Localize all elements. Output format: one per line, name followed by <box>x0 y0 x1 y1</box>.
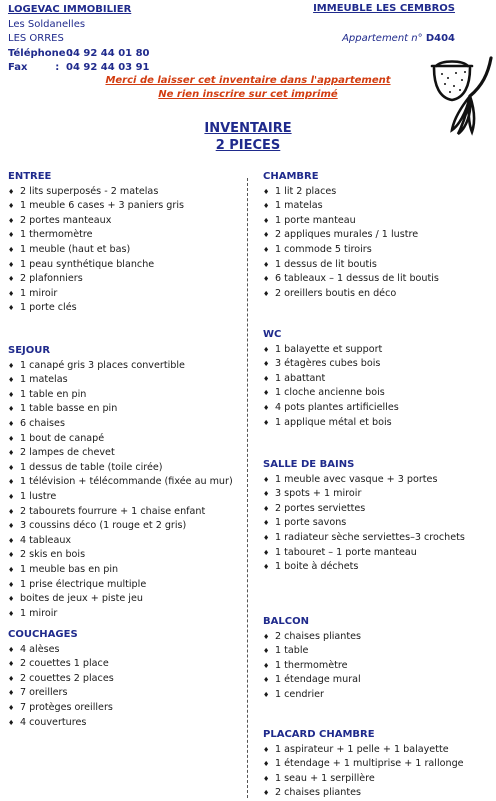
list-item: ♦ 4 tableaux <box>8 534 240 549</box>
section-wc <box>263 328 491 430</box>
notice-do-not-write: Ne rien inscrire sur cet imprimé <box>158 89 338 100</box>
section-placard-chambre <box>263 728 491 801</box>
list-item: ♦ 1 meuble 6 cases + 3 paniers gris <box>8 199 240 214</box>
section-title: ENTREE <box>8 171 52 182</box>
list-item: ♦ 1 abattant <box>263 372 491 387</box>
list-item: ♦ 3 étagères cubes bois <box>263 357 491 372</box>
list-item: ♦ 1 tabouret – 1 porte manteau <box>263 546 491 561</box>
list-item: ♦ 2 chaises pliantes <box>263 630 491 645</box>
fax-label: Fax : <box>8 62 60 74</box>
list-item: ♦ 1 peau synthétique blanche <box>8 258 240 273</box>
list-item: ♦ 2 plafonniers <box>8 272 240 287</box>
phone-row <box>8 47 150 62</box>
list-item: ♦ 6 chaises <box>8 417 240 432</box>
column-divider <box>247 178 248 798</box>
list-item: ♦ 1 étendage mural <box>263 673 491 688</box>
list-item: ♦ 1 radiateur sèche serviettes–3 crochets <box>263 531 491 546</box>
list-item: ♦ 2 chaises pliantes <box>263 786 491 801</box>
list-item: ♦ 2 couettes 1 place <box>8 657 240 672</box>
apartment-number: D404 <box>425 33 455 44</box>
section-couchages <box>8 628 240 730</box>
list-item: ♦ 2 oreillers boutis en déco <box>263 287 491 302</box>
list-item: ♦ 1 cloche ancienne bois <box>263 386 491 401</box>
list-item: ♦ 2 portes manteaux <box>8 214 240 229</box>
notices <box>0 74 496 102</box>
list-item: ♦ 7 oreillers <box>8 686 240 701</box>
list-item: ♦ 1 cendrier <box>263 688 491 703</box>
list-item: ♦ 4 pots plantes artificielles <box>263 401 491 416</box>
list-item: ♦ 4 couvertures <box>8 716 240 731</box>
notice-keep-inventory: Merci de laisser cet inventaire dans l'appartement <box>105 75 391 86</box>
section-title: CHAMBRE <box>263 171 319 182</box>
list-item: ♦ 1 meuble bas en pin <box>8 563 240 578</box>
list-item: ♦ 2 lampes de chevet <box>8 446 240 461</box>
document-title <box>0 120 496 154</box>
phone-label: Téléphone : <box>8 47 74 59</box>
list-item: ♦ 1 seau + 1 serpillère <box>263 772 491 787</box>
list-item: ♦ 1 étendage + 1 multiprise + 1 rallonge <box>263 757 491 772</box>
list-item: ♦ 1 table en pin <box>8 388 240 403</box>
list-item: ♦ 4 alèses <box>8 643 240 658</box>
list-item: ♦ 1 porte savons <box>263 516 491 531</box>
section-entree <box>8 170 240 316</box>
list-item: ♦ 1 lit 2 places <box>263 185 491 200</box>
list-item: ♦ 1 bout de canapé <box>8 432 240 447</box>
section-title: BALCON <box>263 616 309 627</box>
list-item: ♦ 1 meuble avec vasque + 3 portes <box>263 473 491 488</box>
list-item: ♦ boites de jeux + piste jeu <box>8 592 240 607</box>
list-item: ♦ 3 coussins déco (1 rouge et 2 gris) <box>8 519 240 534</box>
list-item: ♦ 3 spots + 1 miroir <box>263 487 491 502</box>
list-item: ♦ 1 dessus de lit boutis <box>263 258 491 273</box>
list-item: ♦ 1 meuble (haut et bas) <box>8 243 240 258</box>
list-item: ♦ 1 miroir <box>8 287 240 302</box>
list-item: ♦ 1 porte clés <box>8 301 240 316</box>
list-item: ♦ 1 table basse en pin <box>8 402 240 417</box>
list-item: ♦ 1 aspirateur + 1 pelle + 1 balayette <box>263 743 491 758</box>
apartment-label: Appartement n° <box>342 33 423 44</box>
list-item: ♦ 1 prise électrique multiple <box>8 578 240 593</box>
section-title: PLACARD CHAMBRE <box>263 729 375 740</box>
list-item: ♦ 1 table <box>263 644 491 659</box>
list-item: ♦ 1 dessus de table (toile cirée) <box>8 461 240 476</box>
address-line-1: Les Soldanelles <box>8 18 86 30</box>
section-title: SALLE DE BAINS <box>263 459 355 470</box>
section-salle-de-bains <box>263 458 491 575</box>
title-inventory: INVENTAIRE <box>204 121 292 136</box>
section-sejour <box>8 344 240 621</box>
list-item: ♦ 1 matelas <box>8 373 240 388</box>
list-item: ♦ 2 tabourets fourrure + 1 chaise enfant <box>8 505 240 520</box>
list-item: ♦ 1 lustre <box>8 490 240 505</box>
section-title: COUCHAGES <box>8 629 78 640</box>
list-item: ♦ 2 appliques murales / 1 lustre <box>263 228 491 243</box>
title-rooms: 2 PIECES <box>215 138 281 153</box>
apartment-info <box>342 33 455 44</box>
address-line-2: LES ORRES <box>8 33 64 45</box>
building-name: IMMEUBLE LES CEMBROS <box>313 3 455 14</box>
section-chambre <box>263 170 491 301</box>
list-item: ♦ 1 canapé gris 3 places convertible <box>8 359 240 374</box>
list-item: ♦ 1 porte manteau <box>263 214 491 229</box>
list-item: ♦ 1 miroir <box>8 607 240 622</box>
list-item: ♦ 1 thermomètre <box>263 659 491 674</box>
section-title: WC <box>263 329 282 340</box>
section-balcon <box>263 615 491 703</box>
list-item: ♦ 1 thermomètre <box>8 228 240 243</box>
list-item: ♦ 2 skis en bois <box>8 548 240 563</box>
section-title: SEJOUR <box>8 345 51 356</box>
list-item: ♦ 7 protèges oreillers <box>8 701 240 716</box>
list-item: ♦ 1 boite à déchets <box>263 560 491 575</box>
list-item: ♦ 6 tableaux – 1 dessus de lit boutis <box>263 272 491 287</box>
list-item: ♦ 1 télévision + télécommande (fixée au mur) <box>8 475 240 490</box>
list-item: ♦ 1 matelas <box>263 199 491 214</box>
list-item: ♦ 1 applique métal et bois <box>263 416 491 431</box>
list-item: ♦ 1 commode 5 tiroirs <box>263 243 491 258</box>
company-name: LOGEVAC IMMOBILIER <box>8 4 132 15</box>
fax-number: 04 92 44 03 91 <box>66 62 150 74</box>
company-block <box>8 3 150 76</box>
list-item: ♦ 1 balayette et support <box>263 343 491 358</box>
list-item: ♦ 2 lits superposés - 2 matelas <box>8 185 240 200</box>
list-item: ♦ 2 couettes 2 places <box>8 672 240 687</box>
list-item: ♦ 2 portes serviettes <box>263 502 491 517</box>
phone-number: 04 92 44 01 80 <box>66 47 150 59</box>
